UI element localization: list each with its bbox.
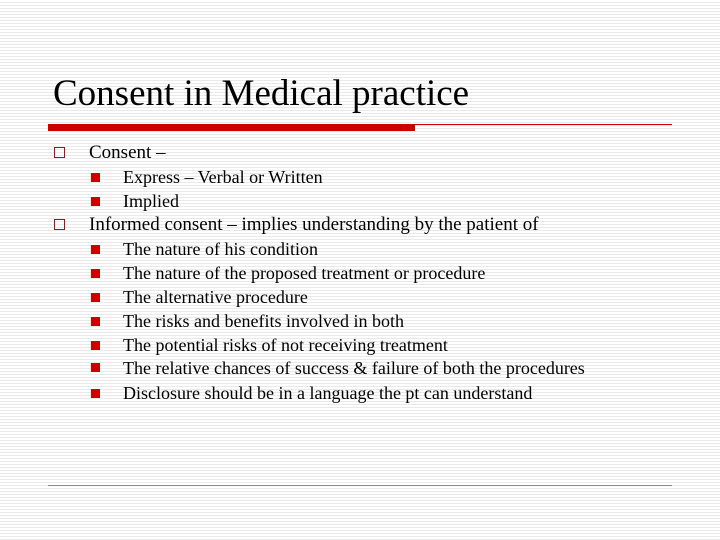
sub-bullet-text: The relative chances of success & failure of both the procedures: [123, 358, 585, 378]
sub-bullet-text: The alternative procedure: [123, 287, 308, 307]
filled-square-bullet-icon: [91, 245, 100, 254]
sub-bullet-text: Disclosure should be in a language the pt can understand: [123, 383, 533, 403]
filled-square-bullet-icon: [91, 389, 100, 398]
sub-bullet-text: The potential risks of not receiving treatment: [123, 335, 448, 355]
bullet-consent: [0, 141, 720, 165]
sub-bullet-nature-condition: [0, 237, 720, 261]
sub-bullet-alternative: [0, 285, 720, 309]
sub-bullet-potential-risks: [0, 333, 720, 357]
sub-bullet-relative-chances: [0, 357, 593, 381]
sub-bullet-text: The risks and benefits involved in both: [123, 311, 404, 331]
filled-square-bullet-icon: [91, 317, 100, 326]
hollow-square-bullet-icon: [54, 219, 65, 230]
sub-bullet-disclosure: [0, 381, 720, 405]
sub-bullet-text: The nature of his condition: [123, 239, 318, 259]
sub-bullet-text: Express – Verbal or Written: [123, 167, 323, 187]
filled-square-bullet-icon: [91, 293, 100, 302]
sub-bullet-text: The nature of the proposed treatment or procedure: [123, 263, 486, 283]
title-underline-thick: [48, 124, 415, 131]
filled-square-bullet-icon: [91, 341, 100, 350]
bullet-informed-consent: [0, 213, 720, 237]
bullet-text: Informed consent – implies understanding by the patient of: [89, 214, 539, 235]
bullet-text: Consent –: [89, 142, 166, 163]
sub-bullet-express: [0, 165, 720, 189]
sub-bullet-text: Implied: [123, 191, 179, 211]
filled-square-bullet-icon: [91, 173, 100, 182]
sub-bullet-risks-benefits: [0, 309, 720, 333]
filled-square-bullet-icon: [91, 197, 100, 206]
bottom-rule: [48, 485, 672, 486]
slide-title: Consent in Medical practice: [53, 73, 470, 114]
sub-bullet-implied: [0, 189, 720, 213]
hollow-square-bullet-icon: [54, 147, 65, 158]
filled-square-bullet-icon: [91, 269, 100, 278]
sub-bullet-nature-treatment: [0, 261, 720, 285]
bullet-list: [0, 141, 720, 405]
filled-square-bullet-icon: [91, 363, 100, 372]
